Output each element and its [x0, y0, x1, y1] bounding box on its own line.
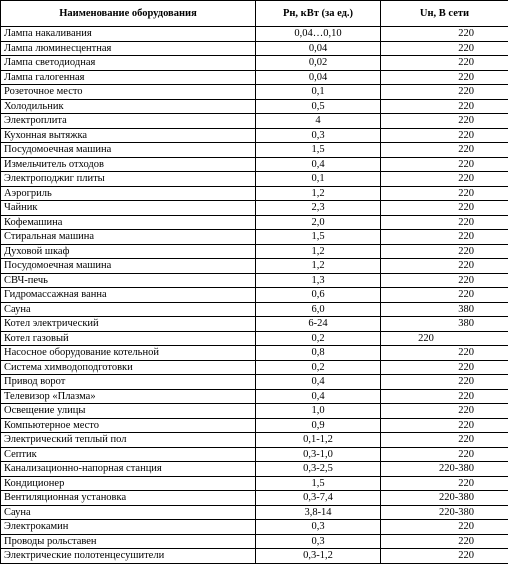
equipment-name-cell: Привод ворот [1, 375, 256, 390]
power-cell: 0,1 [256, 172, 381, 187]
voltage-cell: 220 [381, 99, 508, 114]
power-cell: 6-24 [256, 317, 381, 332]
equipment-name-cell: Канализационно-напорная станция [1, 462, 256, 477]
voltage-cell: 220 [381, 331, 508, 346]
equipment-name-cell: Система химводоподготовки [1, 360, 256, 375]
table-row [1, 476, 508, 491]
table-row [1, 99, 508, 114]
voltage-cell: 220 [381, 549, 508, 564]
table-row [1, 549, 508, 564]
equipment-name-cell: Телевизор «Плазма» [1, 389, 256, 404]
power-cell: 0,4 [256, 389, 381, 404]
equipment-name-cell: Посудомоечная машина [1, 143, 256, 158]
power-cell: 4 [256, 114, 381, 129]
table-row [1, 346, 508, 361]
power-cell: 2,3 [256, 201, 381, 216]
equipment-name-cell: Освещение улицы [1, 404, 256, 419]
voltage-cell: 220 [381, 273, 508, 288]
power-cell: 0,9 [256, 418, 381, 433]
power-cell: 1,3 [256, 273, 381, 288]
power-cell: 0,8 [256, 346, 381, 361]
voltage-cell: 220 [381, 143, 508, 158]
table-row [1, 360, 508, 375]
table-row [1, 331, 508, 346]
equipment-name-cell: Духовой шкаф [1, 244, 256, 259]
voltage-cell: 220 [381, 172, 508, 187]
table-row [1, 317, 508, 332]
table-body [1, 27, 508, 564]
equipment-name-cell: Септик [1, 447, 256, 462]
table-row [1, 389, 508, 404]
voltage-cell: 220 [381, 389, 508, 404]
equipment-name-cell: Сауна [1, 302, 256, 317]
voltage-cell: 380 [381, 302, 508, 317]
voltage-cell: 220 [381, 201, 508, 216]
table-row [1, 157, 508, 172]
power-cell: 0,2 [256, 360, 381, 375]
power-cell: 0,3-2,5 [256, 462, 381, 477]
power-cell: 0,2 [256, 331, 381, 346]
power-cell: 0,04 [256, 41, 381, 56]
table-row [1, 505, 508, 520]
voltage-cell: 220 [381, 404, 508, 419]
voltage-cell: 220 [381, 346, 508, 361]
power-cell: 0,5 [256, 99, 381, 114]
table-row [1, 433, 508, 448]
equipment-name-cell: Котел электрический [1, 317, 256, 332]
equipment-name-cell: Лампа люминесцентная [1, 41, 256, 56]
table-row [1, 375, 508, 390]
equipment-name-cell: Вентиляционная установка [1, 491, 256, 506]
voltage-cell: 220 [381, 259, 508, 274]
table-row [1, 114, 508, 129]
table-row [1, 244, 508, 259]
header-rated-power: Рн, кВт (за ед.) [256, 1, 381, 27]
power-cell: 0,6 [256, 288, 381, 303]
equipment-name-cell: Гидромассажная ванна [1, 288, 256, 303]
table-row [1, 143, 508, 158]
voltage-cell: 220 [381, 360, 508, 375]
equipment-name-cell: Компьютерное место [1, 418, 256, 433]
equipment-name-cell: Котел газовый [1, 331, 256, 346]
voltage-cell: 220-380 [381, 462, 508, 477]
equipment-name-cell: Кондиционер [1, 476, 256, 491]
power-cell: 0,3-1,2 [256, 549, 381, 564]
power-cell: 0,3 [256, 534, 381, 549]
power-cell: 0,3-1,0 [256, 447, 381, 462]
table-row [1, 520, 508, 535]
table-row [1, 273, 508, 288]
voltage-cell: 220 [381, 85, 508, 100]
table-row [1, 41, 508, 56]
power-cell: 1,2 [256, 244, 381, 259]
table-row [1, 70, 508, 85]
table-row [1, 288, 508, 303]
voltage-cell: 220 [381, 114, 508, 129]
table-row [1, 491, 508, 506]
power-cell: 1,0 [256, 404, 381, 419]
voltage-cell: 220 [381, 157, 508, 172]
table-row [1, 230, 508, 245]
voltage-cell: 220 [381, 70, 508, 85]
voltage-cell: 220 [381, 41, 508, 56]
equipment-name-cell: Кухонная вытяжка [1, 128, 256, 143]
voltage-cell: 220 [381, 244, 508, 259]
voltage-cell: 220 [381, 215, 508, 230]
voltage-cell: 220-380 [381, 505, 508, 520]
voltage-cell: 220 [381, 520, 508, 535]
voltage-cell: 220 [381, 447, 508, 462]
table-header-row [1, 1, 508, 27]
power-cell: 1,2 [256, 259, 381, 274]
voltage-cell: 220 [381, 288, 508, 303]
equipment-name-cell: Измельчитель отходов [1, 157, 256, 172]
power-cell: 0,3 [256, 128, 381, 143]
voltage-cell: 220 [381, 433, 508, 448]
table-row [1, 302, 508, 317]
power-cell: 0,3-7,4 [256, 491, 381, 506]
table-row [1, 56, 508, 71]
power-cell: 0,3 [256, 520, 381, 535]
power-cell: 2,0 [256, 215, 381, 230]
table-row [1, 215, 508, 230]
table-row [1, 186, 508, 201]
equipment-name-cell: Электрический теплый пол [1, 433, 256, 448]
power-cell: 0,02 [256, 56, 381, 71]
table-row [1, 201, 508, 216]
table-row [1, 462, 508, 477]
power-cell: 1,5 [256, 230, 381, 245]
equipment-name-cell: Розеточное место [1, 85, 256, 100]
table-row [1, 404, 508, 419]
voltage-cell: 220 [381, 418, 508, 433]
power-cell: 0,4 [256, 157, 381, 172]
equipment-name-cell: Электроподжиг плиты [1, 172, 256, 187]
table-row [1, 85, 508, 100]
table-row [1, 534, 508, 549]
power-cell: 0,04 [256, 70, 381, 85]
table-row [1, 172, 508, 187]
header-rated-voltage: Uн, В сети [381, 1, 508, 27]
table-row [1, 447, 508, 462]
equipment-name-cell: Чайник [1, 201, 256, 216]
voltage-cell: 220 [381, 56, 508, 71]
equipment-name-cell: Насосное оборудование котельной [1, 346, 256, 361]
power-cell: 0,1 [256, 85, 381, 100]
equipment-name-cell: Кофемашина [1, 215, 256, 230]
equipment-name-cell: Электроплита [1, 114, 256, 129]
voltage-cell: 220 [381, 186, 508, 201]
equipment-name-cell: Электрокамин [1, 520, 256, 535]
table-row [1, 128, 508, 143]
voltage-cell: 220 [381, 534, 508, 549]
equipment-name-cell: Лампа накаливания [1, 27, 256, 42]
voltage-cell: 220-380 [381, 491, 508, 506]
equipment-name-cell: Холодильник [1, 99, 256, 114]
equipment-name-cell: Электрические полотенцесушители [1, 549, 256, 564]
equipment-name-cell: СВЧ-печь [1, 273, 256, 288]
equipment-name-cell: Сауна [1, 505, 256, 520]
power-cell: 3,8-14 [256, 505, 381, 520]
power-cell: 0,04…0,10 [256, 27, 381, 42]
voltage-cell: 380 [381, 317, 508, 332]
voltage-cell: 220 [381, 375, 508, 390]
equipment-name-cell: Посудомоечная машина [1, 259, 256, 274]
power-cell: 1,2 [256, 186, 381, 201]
power-cell: 0,1-1,2 [256, 433, 381, 448]
voltage-cell: 220 [381, 476, 508, 491]
equipment-name-cell: Проводы рольставен [1, 534, 256, 549]
voltage-cell: 220 [381, 230, 508, 245]
table-row [1, 27, 508, 42]
voltage-cell: 220 [381, 27, 508, 42]
voltage-cell: 220 [381, 128, 508, 143]
equipment-name-cell: Стиральная машина [1, 230, 256, 245]
table-row [1, 418, 508, 433]
equipment-name-cell: Лампа светодиодная [1, 56, 256, 71]
table-row [1, 259, 508, 274]
equipment-name-cell: Аэрогриль [1, 186, 256, 201]
power-cell: 1,5 [256, 476, 381, 491]
header-equipment-name: Наименование оборудования [1, 1, 256, 27]
power-cell: 0,4 [256, 375, 381, 390]
power-cell: 1,5 [256, 143, 381, 158]
power-cell: 6,0 [256, 302, 381, 317]
equipment-name-cell: Лампа галогенная [1, 70, 256, 85]
